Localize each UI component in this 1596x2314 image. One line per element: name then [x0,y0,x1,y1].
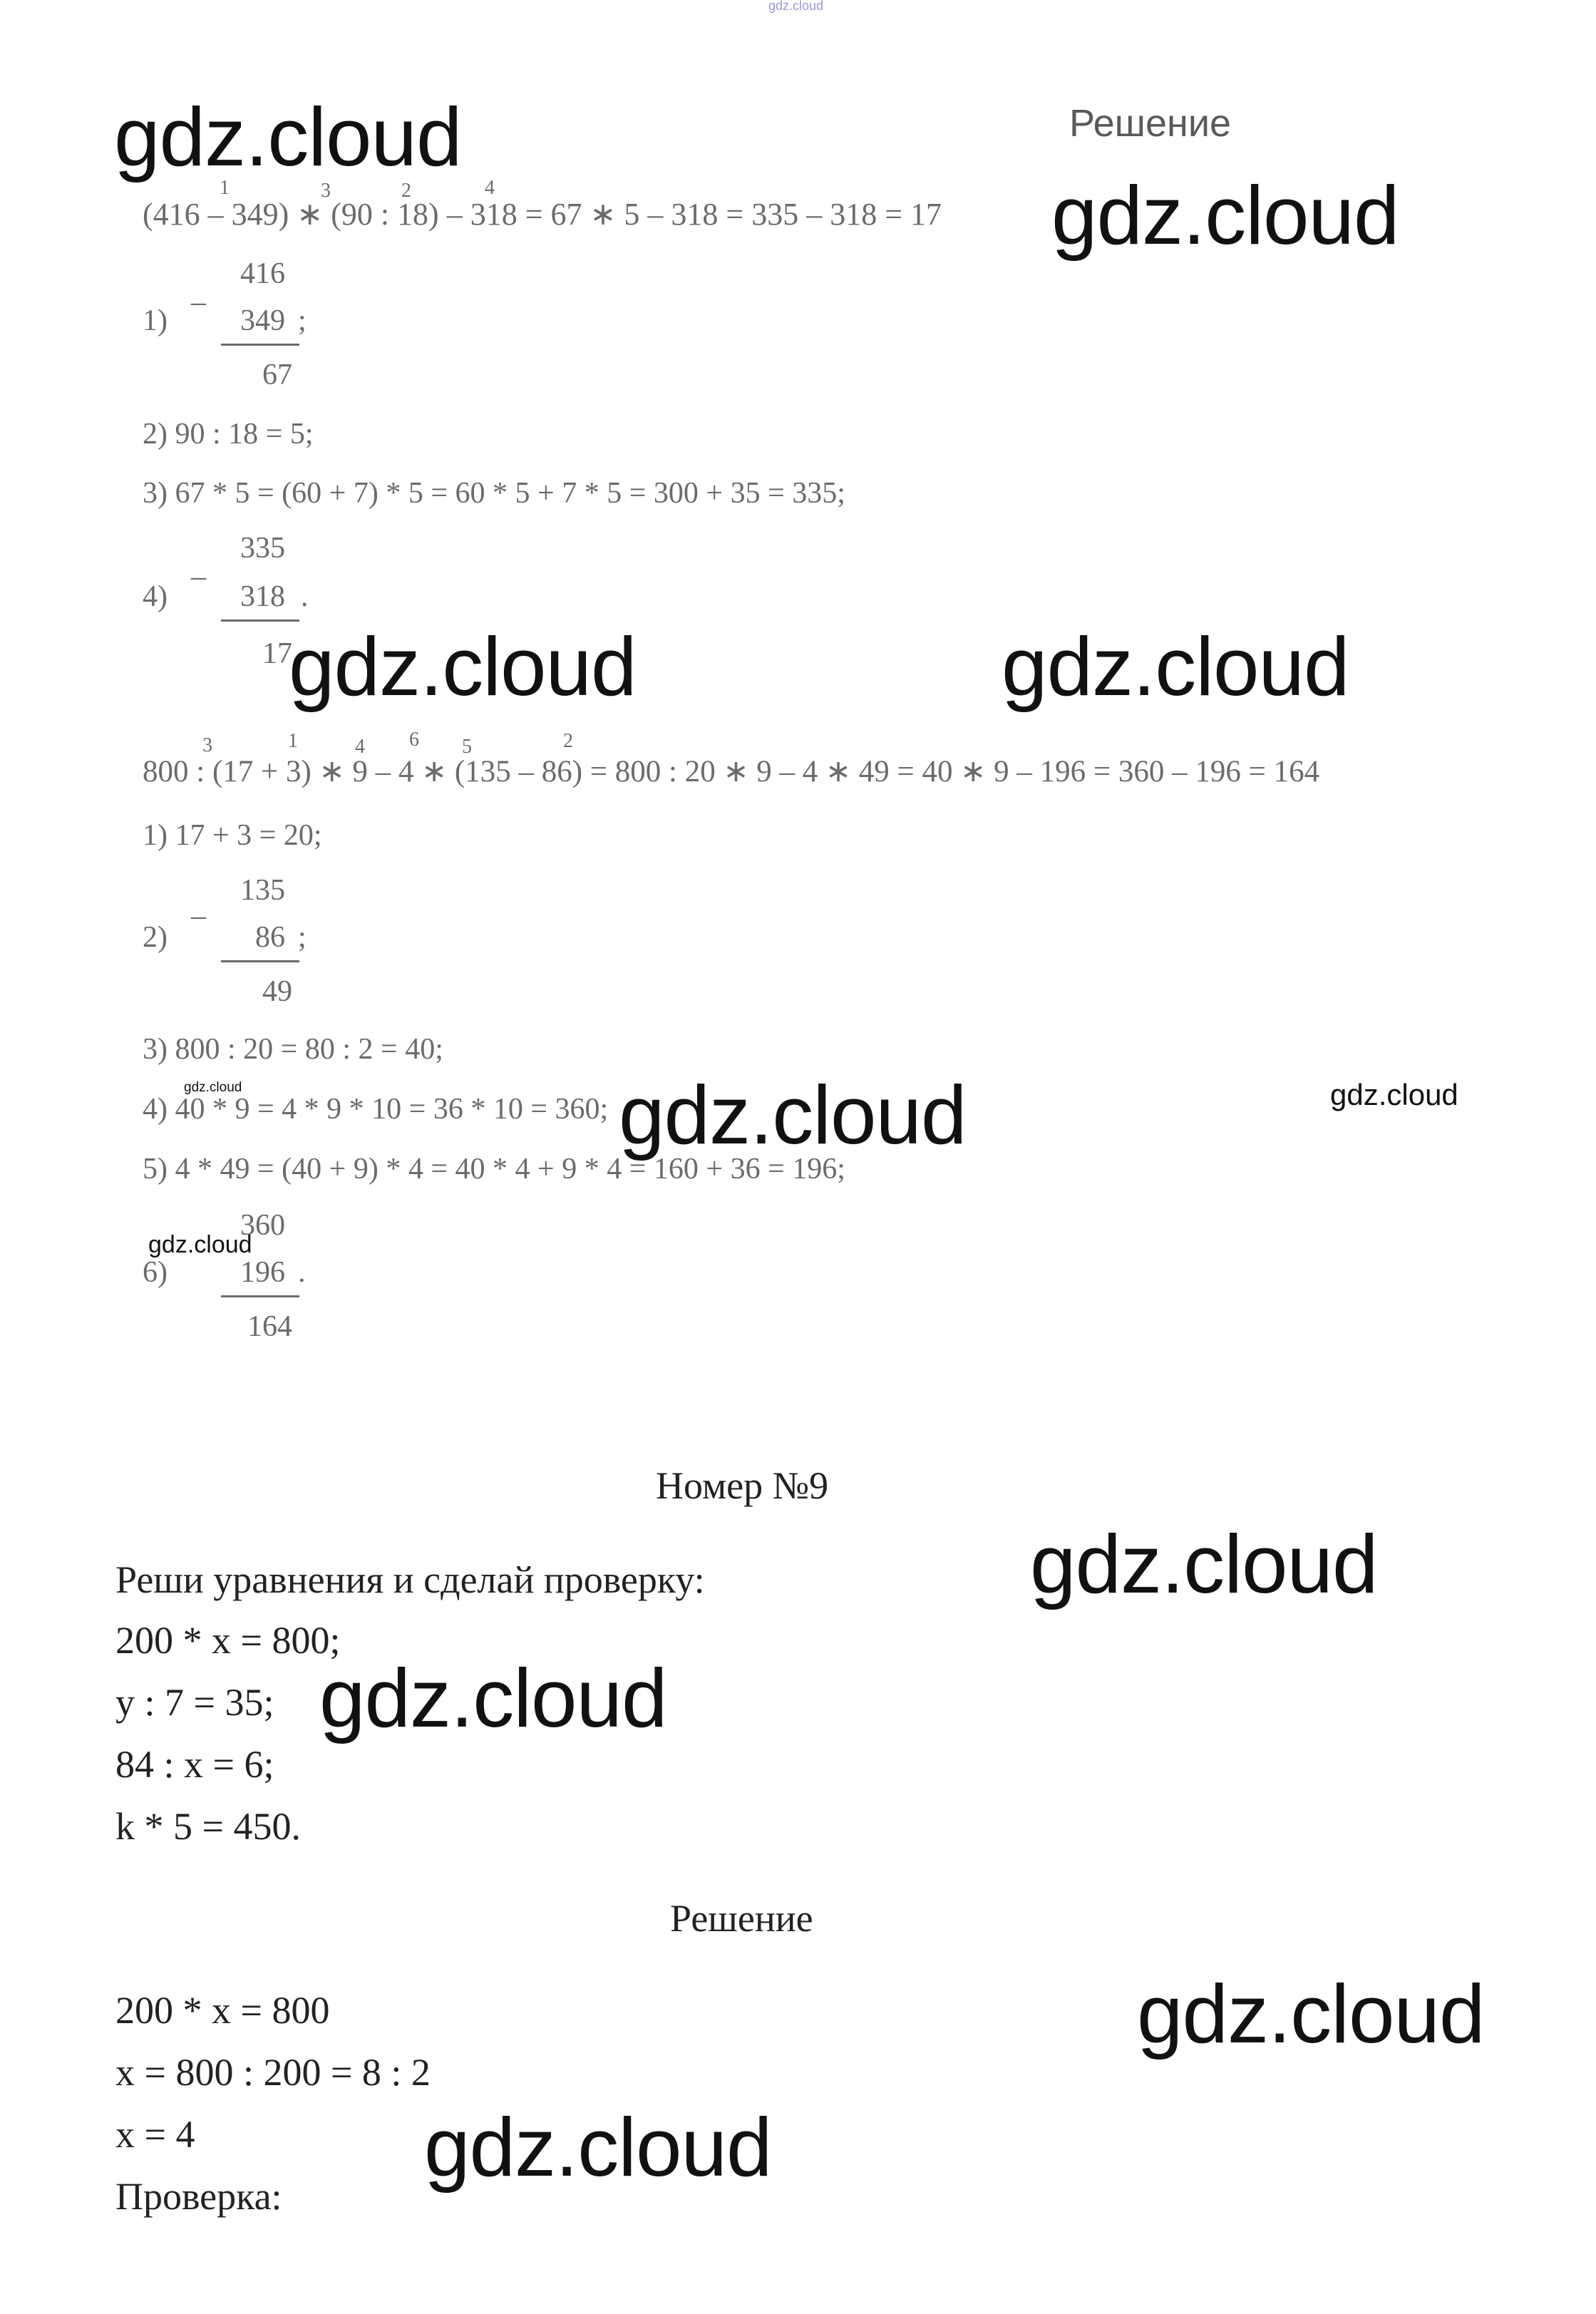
order-mark: 3 [321,180,331,202]
watermark: gdz.cloud [184,1080,242,1095]
order-mark: 3 [202,734,212,756]
minuend: 360 [240,1209,285,1242]
column-subtraction-2 [143,873,314,1016]
expression-2: 800 : (17 + 3) ∗ 9 – 4 ∗ (135 – 86) = 800 : 20 ∗ 9 – 4 ∗ 49 = 40 ∗ 9 – 196 = 360 – 196 = 164 [143,755,1320,788]
result-line [221,960,299,962]
step-2: 2) 90 : 18 = 5; [143,418,314,451]
column-subtraction-1 [143,257,314,399]
watermark: gdz.cloud [319,1652,667,1744]
punctuation: . [298,1256,306,1289]
minuend: 416 [240,257,285,290]
order-mark: 5 [462,736,472,758]
watermark: gdz.cloud [289,620,637,713]
difference: 67 [262,359,292,391]
step-3: 3) 800 : 20 = 80 : 2 = 40; [143,1033,443,1066]
equation: y : 7 = 35; [115,1681,274,1724]
watermark: gdz.cloud [1330,1078,1458,1111]
task-prompt: Реши уравнения и сделай проверку: [115,1558,705,1601]
solution-line: x = 4 [115,2113,195,2156]
punctuation: ; [298,921,307,954]
punctuation: ; [298,304,307,337]
result-line [221,344,299,346]
step-label: 2) [143,921,168,954]
punctuation: . [301,580,309,613]
order-mark: 1 [220,177,230,199]
watermark: gdz.cloud [424,2101,772,2194]
solution-heading-1: Решение [1069,102,1232,145]
column-subtraction-4 [143,531,314,674]
equation: 200 * x = 800; [115,1619,341,1662]
order-mark: 6 [409,729,419,751]
watermark: gdz.cloud [619,1069,967,1161]
result-line [221,619,299,622]
difference: 49 [262,975,292,1008]
watermark: gdz.cloud [1002,620,1349,713]
order-mark: 1 [288,730,298,752]
subtrahend: 349 [240,304,285,337]
minus-sign: – [191,286,206,319]
equation: k * 5 = 450. [115,1805,301,1848]
top-watermark: gdz.cloud [768,0,824,13]
watermark: gdz.cloud [1137,1968,1485,2060]
watermark: gdz.cloud [1051,169,1399,262]
column-subtraction-6 [143,1208,314,1351]
minuend: 335 [240,532,285,565]
solution-line: Проверка: [115,2175,282,2218]
step-label: 1) [143,304,168,337]
watermark: gdz.cloud [148,1231,252,1258]
solution-line: 200 * x = 800 [115,1989,330,2032]
difference: 17 [262,637,292,670]
result-line [221,1295,299,1297]
step-3: 3) 67 * 5 = (60 + 7) * 5 = 60 * 5 + 7 * 5 = 300 + 35 = 335; [143,477,845,510]
equation: 84 : x = 6; [115,1743,274,1786]
step-4: 4) 40 * 9 = 4 * 9 * 10 = 36 * 10 = 360; [143,1093,609,1126]
watermark: gdz.cloud [1030,1518,1378,1610]
subtrahend: 86 [255,921,285,954]
difference: 164 [247,1310,292,1343]
minus-sign: – [191,560,206,593]
step-label: 6) [143,1256,168,1289]
order-mark: 2 [401,180,411,202]
step-5: 5) 4 * 49 = (40 + 9) * 4 = 40 * 4 + 9 * 4 = 160 + 36 = 196; [143,1153,845,1186]
step-1: 1) 17 + 3 = 20; [143,819,322,852]
solution-heading-2: Решение [670,1897,813,1940]
minus-sign: – [191,900,206,932]
minuend: 135 [240,874,285,907]
step-label: 4) [143,580,168,613]
order-mark: 4 [355,736,365,758]
subtrahend: 196 [240,1256,285,1289]
watermark: gdz.cloud [114,91,462,183]
order-mark: 2 [563,730,573,752]
subtrahend: 318 [240,580,285,613]
solution-line: x = 800 : 200 = 8 : 2 [115,2051,431,2094]
order-mark: 4 [485,177,495,199]
task-title: Номер №9 [656,1464,829,1507]
expression-1: (416 – 349) ∗ (90 : 18) – 318 = 67 ∗ 5 – 318 = 335 – 318 = 17 [143,197,942,232]
